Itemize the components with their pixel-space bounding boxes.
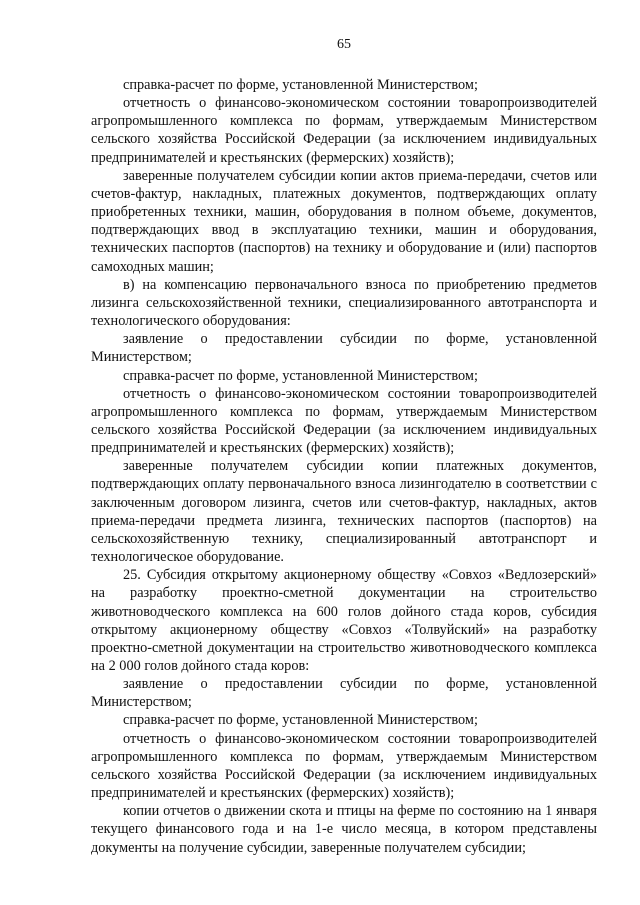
paragraph: копии отчетов о движении скота и птицы на ферме по состоянию на 1 января текущего финансового года и на 1-е число месяца, в котором представлены документы на получение субсидии, заверенные получателем субсидии; <box>91 803 597 856</box>
paragraph: справка-расчет по форме, установленной Министерством; <box>123 367 478 384</box>
page-number: 65 <box>337 37 351 52</box>
paragraph: в) на компенсацию первоначального взноса по приобретению предметов лизинга сельскохозяйственной техники, специализированного автотранспорта и технологического оборудования: <box>91 276 597 330</box>
paragraph: заверенные получателем субсидии копии актов приема-передачи, счетов или счетов-фактур, накладных, платежных документов, подтверждающих оплату приобретенных техники, машин, оборудования в полном объеме, документов, подтверждающих ввод в эксплуатацию техники, машин и оборудования, технических паспортов (паспортов) на технику и оборудование и (или) паспортов самоходных машин; <box>91 167 597 275</box>
paragraph: отчетность о финансово-экономическом состоянии товаропроизводителей агропромышленного комплекса по формам, утверждаемым Министерством сельского хозяйства Российской Федерации (за исключением индивидуальных предпринимателей и крестьянских (фермерских) хозяйств); <box>91 385 597 457</box>
paragraph: отчетность о финансово-экономическом состоянии товаропроизводителей агропромышленного комплекса по формам, утверждаемым Министерством сельского хозяйства Российской Федерации (за исключением индивидуальных предпринимателей и крестьянских (фермерских) хозяйств); <box>91 730 597 802</box>
paragraph: справка-расчет по форме, установленной Министерством; <box>123 77 478 93</box>
paragraph: заявление о предоставлении субсидии по форме, установленной Министерством; <box>91 676 597 711</box>
paragraph: заявление о предоставлении субсидии по форме, установленной Министерством; <box>91 331 597 366</box>
paragraph: справка-расчет по форме, установленной Министерством; <box>123 712 478 729</box>
paragraph-item-25: 25. Субсидия открытому акционерному обществу «Совхоз «Ведлозерский» на разработку проектно-сметной документации на строительство животноводческого комплекса на 600 голов дойного стада коров, субсидия открытому акционерному обществу «Совхоз «Толвуйский» на разработку проектно-сметной документации на строительство животноводческого комплекса на 2 000 голов дойного стада коров: <box>91 567 597 674</box>
paragraph: заверенные получателем субсидии копии платежных документов, подтверждающих оплату первоначального взноса лизингодателю в соответствии с заключенным договором лизинга, счетов или счетов-фактур, накладных, актов приема-передачи предмета лизинга, технических паспортов (паспортов) на сельскохозяйственную технику, специализированный автотранспорт и технологическое оборудование. <box>91 458 597 566</box>
paragraph: отчетность о финансово-экономическом состоянии товаропроизводителей агропромышленного комплекса по формам, утверждаемым Министерством сельского хозяйства Российской Федерации (за исключением индивидуальных предпринимателей и крестьянских (фермерских) хозяйств); <box>91 95 597 166</box>
